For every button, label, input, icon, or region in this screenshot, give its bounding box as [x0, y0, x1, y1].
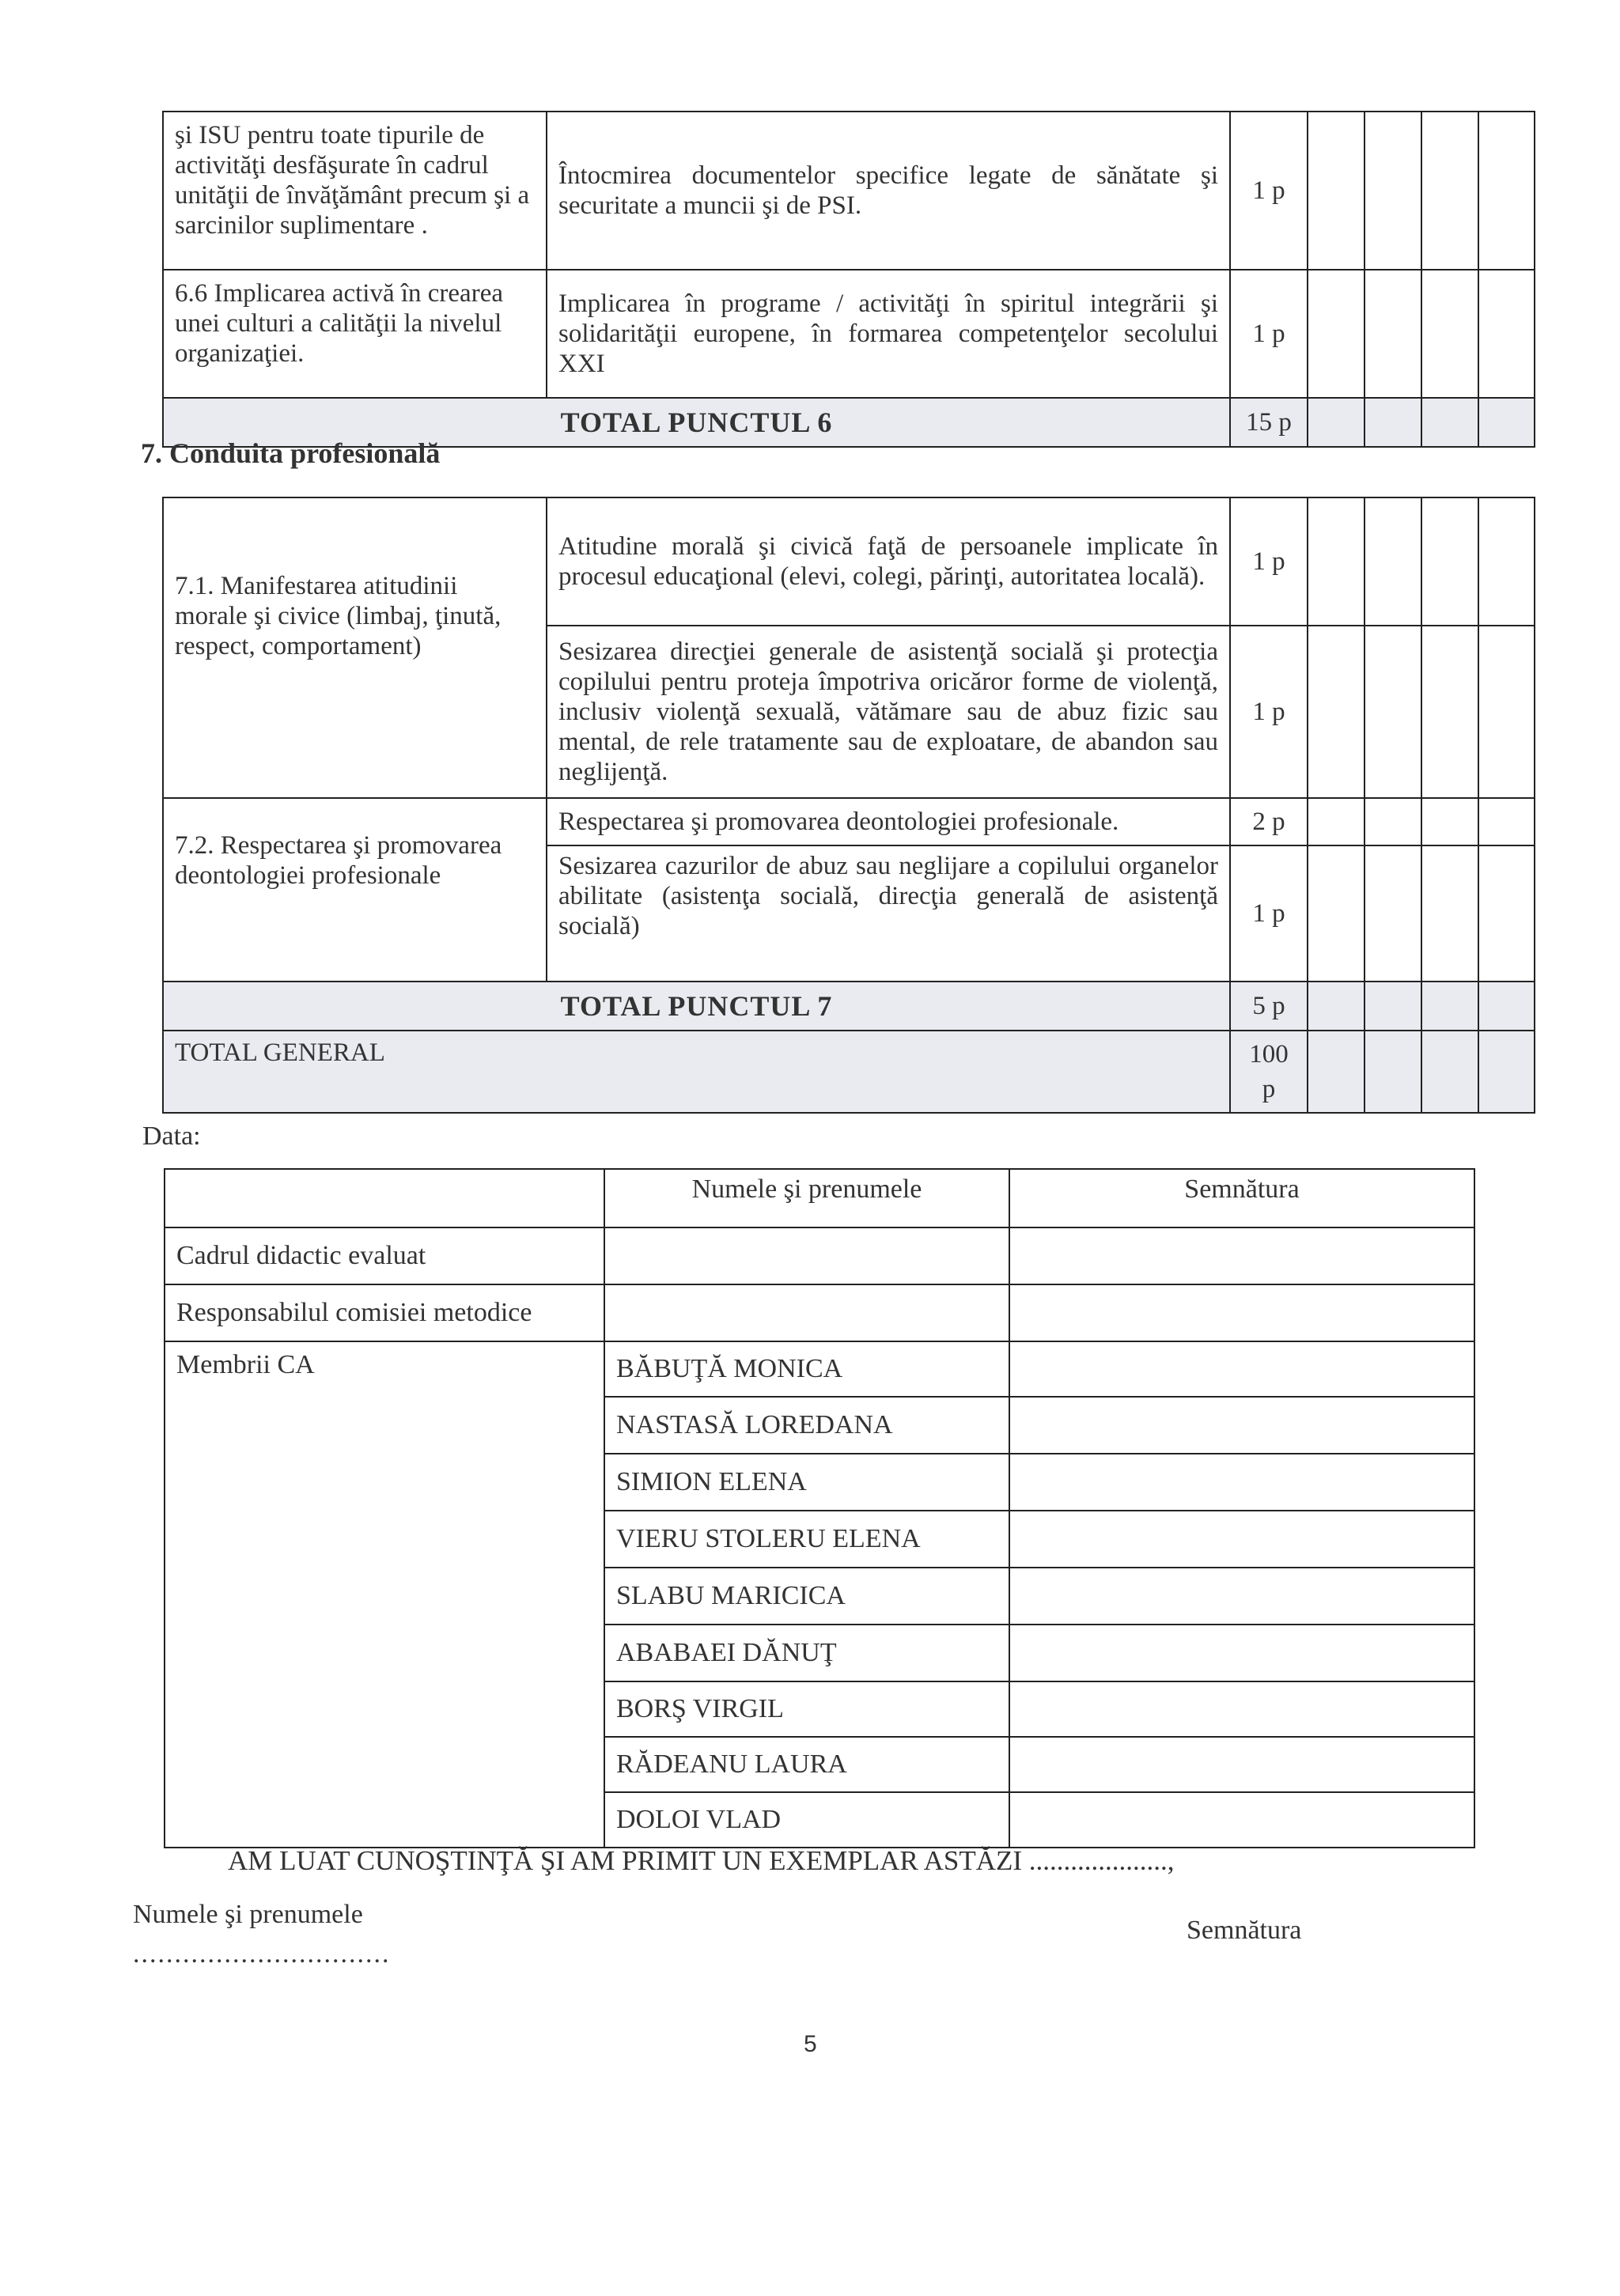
- indicator-cell: Respectarea şi promovarea deontologiei profesionale.: [547, 798, 1230, 845]
- footer-signature-label: Semnătura: [1187, 1916, 1302, 1945]
- member-name: RĂDEANU LAURA: [604, 1737, 1009, 1792]
- indicator-cell: Implicarea în programe / activităţi în spiritul integrării şi solidarităţii europene, în formarea competenţelor secolului XXI: [547, 270, 1230, 398]
- name-cell[interactable]: [604, 1284, 1009, 1341]
- score-cell: [1308, 982, 1365, 1031]
- name-cell[interactable]: [604, 1227, 1009, 1284]
- score-cell: [1308, 270, 1365, 398]
- member-name: ABABAEI DĂNUŢ: [604, 1625, 1009, 1681]
- member-name: SLABU MARICICA: [604, 1568, 1009, 1625]
- table-row: [165, 1284, 1474, 1341]
- table-row: [163, 798, 1535, 845]
- score-cell: [1308, 112, 1365, 270]
- section7-number: 7.: [141, 437, 162, 469]
- score-cell: [1365, 112, 1421, 270]
- score-cell: [1478, 112, 1535, 270]
- signature-table: [164, 1168, 1475, 1848]
- points-cell: 1 p: [1230, 112, 1308, 270]
- total-general-label: TOTAL GENERAL: [163, 1031, 1230, 1113]
- total7-label: TOTAL PUNCTUL 7: [163, 982, 1230, 1031]
- total6-label: TOTAL PUNCTUL 6: [163, 398, 1230, 447]
- footer-name-label: Numele şi prenumele: [133, 1900, 363, 1929]
- header-name: Numele şi prenumele: [604, 1169, 1009, 1227]
- score-cell: [1478, 798, 1535, 845]
- score-cell: [1478, 982, 1535, 1031]
- points-cell: 2 p: [1230, 798, 1308, 845]
- score-cell: [1365, 626, 1421, 798]
- score-cell: [1478, 626, 1535, 798]
- acknowledgement-text: AM LUAT CUNOŞTINŢĂ ŞI AM PRIMIT UN EXEMPLAR ASTĂZI ....................,: [228, 1845, 1175, 1876]
- signature-cell[interactable]: [1009, 1681, 1474, 1737]
- signature-cell[interactable]: [1009, 1737, 1474, 1792]
- indicator-cell: Întocmirea documentelor specifice legate de sănătate şi securitate a muncii şi de PSI.: [547, 112, 1230, 270]
- score-cell: [1421, 270, 1478, 398]
- total-general-points: [1230, 1031, 1308, 1113]
- total-general-row: [163, 1031, 1535, 1113]
- score-cell: [1308, 398, 1365, 447]
- section6-table: [162, 111, 1535, 448]
- score-cell: [1308, 1031, 1365, 1113]
- signature-cell[interactable]: [1009, 1625, 1474, 1681]
- signature-cell[interactable]: [1009, 1568, 1474, 1625]
- points-cell: 1 p: [1230, 270, 1308, 398]
- signature-cell[interactable]: [1009, 1511, 1474, 1568]
- indicator-cell: Atitudine morală şi civică faţă de persoanele implicate în procesul educaţional (elevi, colegi, părinţi, autoritatea locală).: [547, 497, 1230, 626]
- score-cell: [1421, 845, 1478, 982]
- indicator-cell: Sesizarea cazurilor de abuz sau neglijare a copilului organelor abilitate (asistenţa socială, direcţia generală de asistenţă socială): [547, 845, 1230, 982]
- signature-cell[interactable]: [1009, 1397, 1474, 1454]
- score-cell: [1421, 626, 1478, 798]
- table-row: [165, 1169, 1474, 1227]
- points-cell: 1 p: [1230, 626, 1308, 798]
- footer-name-dots: ...............................: [133, 1939, 391, 1969]
- score-cell: [1308, 497, 1365, 626]
- header-empty-cell: [165, 1169, 604, 1227]
- table-row: [163, 497, 1535, 626]
- points-cell: 1 p: [1230, 845, 1308, 982]
- signature-cell[interactable]: [1009, 1792, 1474, 1848]
- table-row: [163, 270, 1535, 398]
- section7-heading: [141, 437, 440, 470]
- score-cell: [1421, 398, 1478, 447]
- total-general-points-value: 100: [1249, 1040, 1289, 1069]
- criterion-cell: şi ISU pentru toate tipurile de activităţi desfăşurate în cadrul unităţii de învăţământ precum şi a sarcinilor suplimentare .: [163, 112, 547, 270]
- score-cell: [1478, 497, 1535, 626]
- points-cell: 1 p: [1230, 497, 1308, 626]
- score-cell: [1478, 845, 1535, 982]
- header-signature: Semnătura: [1009, 1169, 1474, 1227]
- member-name: VIERU STOLERU ELENA: [604, 1511, 1009, 1568]
- score-cell: [1365, 845, 1421, 982]
- total7-points: 5 p: [1230, 982, 1308, 1031]
- score-cell: [1421, 982, 1478, 1031]
- score-cell: [1478, 398, 1535, 447]
- signature-cell[interactable]: [1009, 1227, 1474, 1284]
- member-name: BĂBUŢĂ MONICA: [604, 1341, 1009, 1397]
- score-cell: [1421, 798, 1478, 845]
- criterion-cell: 7.2. Respectarea şi promovarea deontologiei profesionale: [163, 798, 547, 982]
- score-cell: [1421, 112, 1478, 270]
- date-label: Data:: [142, 1122, 201, 1151]
- table-row: [163, 112, 1535, 270]
- row-members-label: Membrii CA: [165, 1341, 604, 1848]
- score-cell: [1421, 497, 1478, 626]
- total6-points: 15 p: [1230, 398, 1308, 447]
- score-cell: [1365, 270, 1421, 398]
- score-cell: [1365, 982, 1421, 1031]
- signature-cell[interactable]: [1009, 1284, 1474, 1341]
- score-cell: [1308, 626, 1365, 798]
- score-cell: [1365, 398, 1421, 447]
- score-cell: [1365, 497, 1421, 626]
- indicator-cell: Sesizarea direcţiei generale de asistenţă socială şi protecţia copilului pentru proteja împotriva oricăror forme de violenţă, inclusiv violenţă sexuală, vătămare sau de abuz fizic sau mental, de rele tratamente sau de exploatare, de abandon sau neglijenţă.: [547, 626, 1230, 798]
- score-cell: [1308, 845, 1365, 982]
- score-cell: [1421, 1031, 1478, 1113]
- table-row: [165, 1341, 1474, 1397]
- score-cell: [1308, 798, 1365, 845]
- row-evaluated-label: Cadrul didactic evaluat: [165, 1227, 604, 1284]
- criterion-cell: 7.1. Manifestarea atitudinii morale şi civice (limbaj, ţinută, respect, comportament): [163, 497, 547, 798]
- total-row: [163, 982, 1535, 1031]
- score-cell: [1478, 1031, 1535, 1113]
- total-general-points-unit: p: [1262, 1075, 1276, 1103]
- criterion-cell: 6.6 Implicarea activă în crearea unei culturi a calităţii la nivelul organizaţiei.: [163, 270, 547, 398]
- signature-cell[interactable]: [1009, 1341, 1474, 1397]
- score-cell: [1365, 1031, 1421, 1113]
- score-cell: [1478, 270, 1535, 398]
- member-name: SIMION ELENA: [604, 1454, 1009, 1511]
- section7-title: Conduita profesională: [169, 437, 441, 469]
- member-name: BORŞ VIRGIL: [604, 1681, 1009, 1737]
- member-name: NASTASĂ LOREDANA: [604, 1397, 1009, 1454]
- section7-table: [162, 497, 1535, 1114]
- page-number: 5: [804, 2031, 817, 2057]
- signature-cell[interactable]: [1009, 1454, 1474, 1511]
- score-cell: [1365, 798, 1421, 845]
- table-row: [165, 1227, 1474, 1284]
- member-name: DOLOI VLAD: [604, 1792, 1009, 1848]
- row-responsible-label: Responsabilul comisiei metodice: [165, 1284, 604, 1341]
